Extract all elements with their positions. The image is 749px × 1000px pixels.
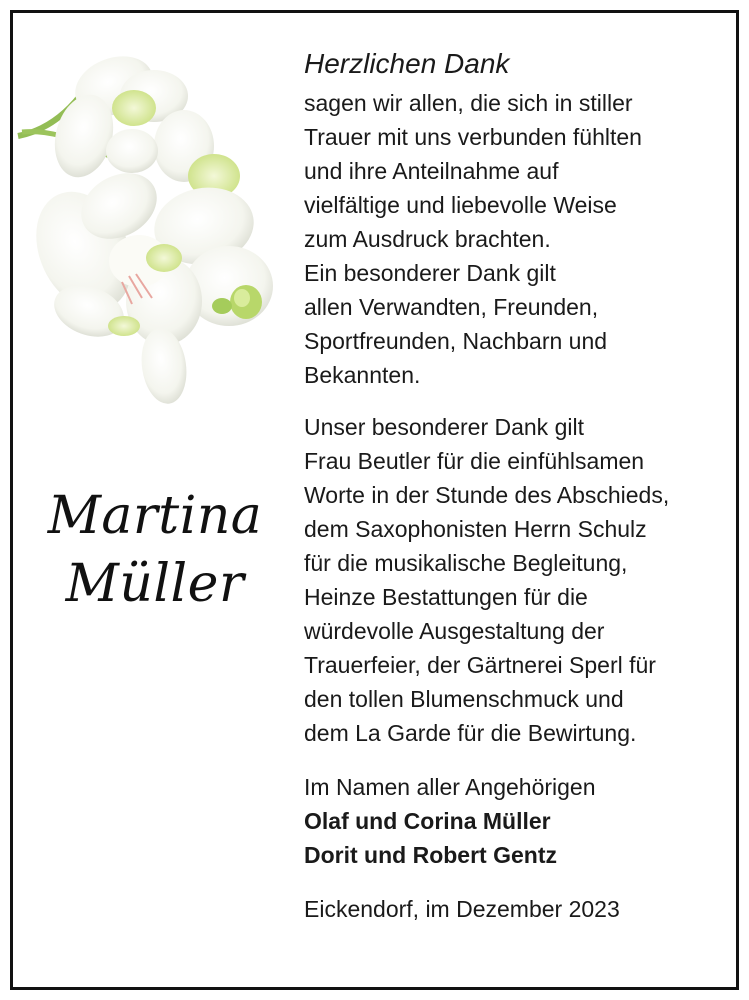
deceased-last-name: Müller [65,554,245,614]
text-line: zum Ausdruck brachten. [304,226,551,252]
paragraph-spacer [304,750,734,770]
text-line: für die musikalische Begleitung, [304,550,628,576]
text-line: Worte in der Stunde des Abschieds, [304,482,670,508]
signatory-name: Dorit und Robert Gentz [304,842,557,868]
paragraph-spacer [304,392,734,410]
text-line: Bekannten. [304,362,421,388]
text-line: dem La Garde für die Bewirtung. [304,720,637,746]
paragraph-thanks [304,86,734,392]
deceased-name [24,482,286,618]
text-line: würdevolle Ausgestaltung der [304,618,605,644]
text-line: Sportfreunden, Nachbarn und [304,328,608,354]
text-line: Trauer mit uns verbunden fühlten [304,124,642,150]
signatory-name: Olaf und Corina Müller [304,808,551,834]
text-line: Trauerfeier, der Gärtnerei Sperl für [304,652,656,678]
text-line: Frau Beutler für die einfühlsamen [304,448,645,474]
notice-heading: Herzlichen Dank [304,48,510,79]
orchid-flower-image [14,36,284,416]
text-line: und ihre Anteilnahme auf [304,158,559,184]
text-line: allen Verwandten, Freunden, [304,294,599,320]
text-line: sagen wir allen, die sich in stiller [304,90,633,116]
notice-text [304,46,734,926]
deceased-first-name: Martina [47,486,263,546]
text-line: dem Saxophonisten Herrn Schulz [304,516,647,542]
place-date: Eickendorf, im Dezember 2023 [304,896,620,922]
signoff-block [304,770,734,872]
signoff-intro: Im Namen aller Angehörigen [304,774,596,800]
text-line: Heinze Bestattungen für die [304,584,588,610]
text-line: vielfältige und liebevolle Weise [304,192,617,218]
text-line: Ein besonderer Dank gilt [304,260,556,286]
paragraph-spacer [304,872,734,892]
paragraph-special-thanks [304,410,734,750]
text-line: Unser besonderer Dank gilt [304,414,584,440]
text-line: den tollen Blumenschmuck und [304,686,624,712]
